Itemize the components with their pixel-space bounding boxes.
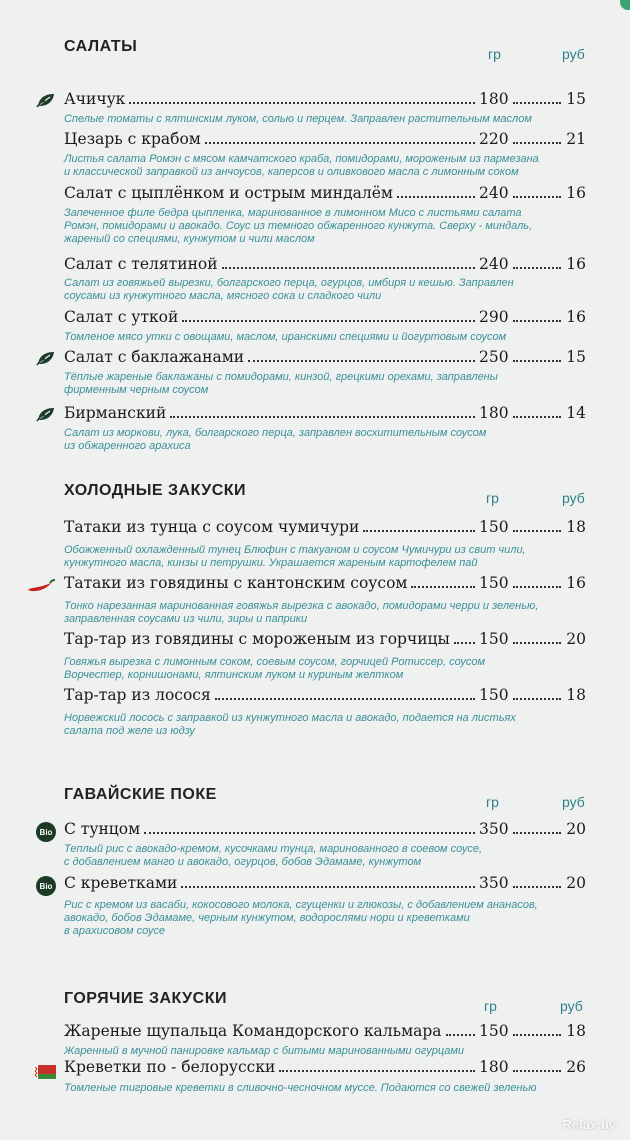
item-description: Запеченное филе бедра цыпленка, маринованное в лимонном Мисо с листьями салата Ромэн, помидорами и авокадо. Соус из темного обжаренного кунжута. Сверху - миндаль, жареный со специями, кунжутом и чили маслом [64, 207, 533, 245]
item-name: Татаки из тунца с соусом чумичури [64, 518, 360, 536]
dot-leader [513, 642, 561, 644]
dot-leader [248, 360, 475, 362]
dot-leader [513, 886, 561, 888]
item-name: Креветки по - белорусски [64, 1058, 276, 1076]
dot-leader [513, 832, 561, 834]
column-header-gr: гр [486, 490, 499, 506]
item-name: Бирманский [64, 404, 167, 422]
dot-leader [513, 698, 561, 700]
dot-leader [144, 832, 475, 834]
item-weight: 180 [479, 404, 509, 422]
dot-leader [215, 698, 475, 700]
item-weight: 240 [479, 255, 509, 273]
item-name: Салат с баклажанами [64, 348, 245, 366]
item-price: 20 [566, 630, 586, 648]
item-name: Татаки из говядины с кантонским соусом [64, 574, 408, 592]
menu-item-row [64, 255, 586, 277]
dot-leader [182, 320, 475, 322]
dot-leader [170, 416, 475, 418]
dot-leader [279, 1070, 475, 1072]
item-description: Салат из говяжьей вырезки, болгарского перца, огурцов, имбиря и кешью. Заправлен соусами из кунжутного масла, мясного сока и сладкого чили [64, 277, 514, 302]
leaf-icon [36, 406, 56, 426]
column-header-rub: руб [562, 794, 585, 810]
menu-item-row [64, 874, 586, 896]
item-price: 26 [566, 1058, 586, 1076]
item-description: Листья салата Ромэн с мясом камчатского краба, помидорами, мороженым из пармезана и классической заправкой из анчоусов, каперсов и оливкового масла с лимонным соком [64, 153, 539, 178]
item-description: Жаренный в мучной панировке кальмар с битыми маринованными огурцами [64, 1045, 465, 1057]
menu-item-row [64, 1058, 586, 1080]
dot-leader [513, 416, 561, 418]
dot-leader [129, 102, 475, 104]
item-description: Обожженный охлажденный тунец Блюфин с такуаном и соусом Чумичури из свит чили, кунжутного масла, кинзы и петрушки. Украшается жареным картофелем пай [64, 544, 526, 569]
item-description: Спелые томаты с ялтинским луком, солью и перцем. Заправлен растительным маслом [64, 113, 532, 125]
bio-badge-icon: Bio [36, 876, 56, 896]
item-name: Жареные щупальца Командорского кальмара [64, 1022, 442, 1040]
dot-leader [397, 196, 475, 198]
dot-leader [513, 267, 561, 269]
item-weight: 180 [479, 1058, 509, 1076]
item-name: Салат с цыплёнком и острым миндалём [64, 184, 393, 202]
chili-pepper-icon [26, 578, 56, 598]
menu-item-row [64, 348, 586, 370]
item-price: 16 [566, 574, 586, 592]
column-header-gr: гр [488, 46, 501, 62]
item-name: Салат с телятиной [64, 255, 218, 273]
menu-item-row [64, 518, 586, 540]
item-price: 15 [566, 348, 586, 366]
item-price: 20 [566, 874, 586, 892]
item-weight: 150 [479, 574, 509, 592]
menu-item-row [64, 630, 586, 652]
menu-item-row [64, 820, 586, 842]
item-weight: 150 [479, 1022, 509, 1040]
column-header-rub: руб [562, 490, 585, 506]
belarus-flag-icon [34, 1064, 56, 1083]
dot-leader [513, 360, 561, 362]
menu-item-row [64, 1022, 586, 1044]
dot-leader [513, 320, 561, 322]
item-weight: 350 [479, 820, 509, 838]
item-price: 18 [566, 518, 586, 536]
item-description: Теплый рис с авокадо-кремом, кусочками тунца, маринованного в соевом соусе, с добавлением манго и авокадо, огурцов, бобов Эдамаме, кунжутом [64, 843, 483, 868]
column-header-rub: руб [560, 998, 583, 1014]
watermark: Relax.by [562, 1117, 616, 1132]
item-description: Тёплые жареные баклажаны с помидорами, кинзой, грецкими орехами, заправлены фирменным черным соусом [64, 371, 498, 396]
column-header-rub: руб [562, 46, 585, 62]
item-name: Тар-тар из говядины с мороженым из горчицы [64, 630, 450, 648]
menu-item-row [64, 404, 586, 426]
dot-leader [513, 196, 561, 198]
dot-leader [454, 642, 475, 644]
item-name: Ачичук [64, 90, 126, 108]
item-description: Томленое мясо утки с овощами, маслом, иранскими специями и йогуртовым соусом [64, 331, 507, 343]
item-price: 16 [566, 255, 586, 273]
item-price: 20 [566, 820, 586, 838]
dot-leader [513, 530, 561, 532]
menu-item-row [64, 686, 586, 708]
item-price: 21 [566, 130, 586, 148]
item-weight: 290 [479, 308, 509, 326]
item-weight: 150 [479, 518, 509, 536]
item-description: Говяжья вырезка с лимонным соком, соевым соусом, горчицей Ротиссер, соусом Ворчестер, корнишонами, ялтинским луком и куриным желтком [64, 656, 485, 681]
menu-item-row [64, 130, 586, 152]
item-description: Рис с кремом из васаби, кокосового молока, сгущенки и глюкозы, с добавлением ананасов, авокадо, бобов Эдамаме, черным кунжутом, водорослями нори и креветками в арахисовом соусе [64, 899, 538, 937]
item-description: Норвежский лосось с заправкой из кунжутного масла и авокадо, подается на листьях салата под желе из юдзу [64, 712, 516, 737]
item-price: 16 [566, 184, 586, 202]
item-price: 18 [566, 686, 586, 704]
menu-item-row [64, 184, 586, 206]
section-title: ХОЛОДНЫЕ ЗАКУСКИ [64, 482, 247, 499]
item-weight: 150 [479, 630, 509, 648]
item-weight: 220 [479, 130, 509, 148]
dot-leader [513, 1070, 561, 1072]
item-weight: 150 [479, 686, 509, 704]
dot-leader [363, 530, 475, 532]
dot-leader [205, 142, 475, 144]
bio-badge-icon: Bio [36, 822, 56, 842]
dot-leader [181, 886, 475, 888]
section-title: ГАВАЙСКИЕ ПОКЕ [64, 786, 217, 803]
dot-leader [513, 142, 561, 144]
item-name: С тунцом [64, 820, 141, 838]
item-weight: 350 [479, 874, 509, 892]
item-weight: 250 [479, 348, 509, 366]
item-weight: 240 [479, 184, 509, 202]
dot-leader [222, 267, 475, 269]
dot-leader [513, 586, 561, 588]
dot-leader [513, 102, 561, 104]
column-header-gr: гр [486, 794, 499, 810]
item-price: 18 [566, 1022, 586, 1040]
section-title: САЛАТЫ [64, 38, 138, 55]
dot-leader [411, 586, 475, 588]
item-description: Тонко нарезанная маринованная говяжья вырезка с авокадо, помидорами черри и зеленью, заправленная соусами из чили, зиры и паприки [64, 600, 539, 625]
item-name: Цезарь с крабом [64, 130, 201, 148]
item-name: С креветками [64, 874, 178, 892]
item-price: 15 [566, 90, 586, 108]
item-name: Салат с уткой [64, 308, 179, 326]
leaf-icon [36, 350, 56, 370]
item-price: 14 [566, 404, 586, 422]
section-title: ГОРЯЧИЕ ЗАКУСКИ [64, 990, 227, 1007]
dot-leader [446, 1034, 475, 1036]
menu-item-row [64, 574, 586, 596]
leaf-icon [36, 92, 56, 112]
item-weight: 180 [479, 90, 509, 108]
column-header-gr: гр [484, 998, 497, 1014]
menu-item-row [64, 90, 586, 112]
item-name: Тар-тар из лосося [64, 686, 211, 704]
item-price: 16 [566, 308, 586, 326]
item-description: Салат из моркови, лука, болгарского перца, заправлен восхитительным соусом из обжаренного арахиса [64, 427, 487, 452]
item-description: Томленые тигровые креветки в сливочно-чесночном муссе. Подаются со свежей зеленью [64, 1082, 537, 1094]
menu-item-row [64, 308, 586, 330]
dot-leader [513, 1034, 561, 1036]
